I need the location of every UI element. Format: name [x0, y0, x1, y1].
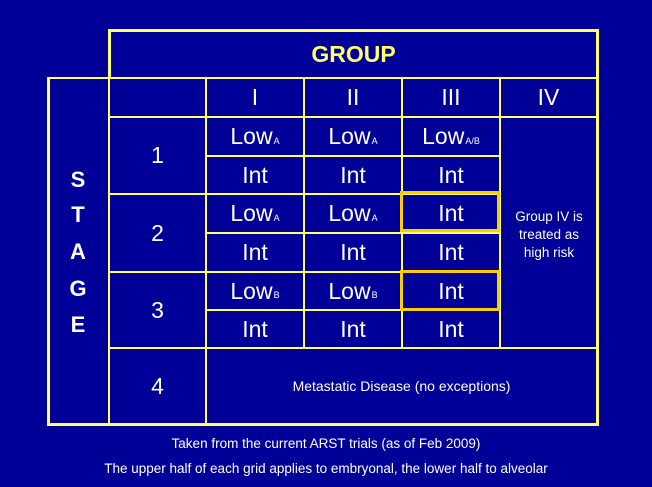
risk-cell: Int: [438, 315, 464, 342]
column-header-ii: II: [346, 84, 360, 110]
risk-cell-highlighted: Int: [438, 277, 464, 304]
grid-explanation-caption: The upper half of each grid applies to embryonal, the lower half to alveolar: [104, 460, 548, 476]
risk-cell: Int: [340, 161, 366, 188]
risk-cell: Int: [242, 239, 268, 265]
risk-cell: Low $_A$: [230, 123, 280, 149]
column-header-i: I: [251, 84, 259, 110]
stage-label-3: 3: [151, 296, 164, 323]
risk-cell-highlighted: Int: [438, 200, 464, 226]
risk-cell: Int: [438, 239, 464, 265]
risk-cell: Low $_{A/B}$: [422, 123, 480, 149]
grid-line: [47, 423, 599, 426]
risk-cell: Low $_A$: [328, 123, 378, 149]
group-header: GROUP: [311, 41, 396, 67]
stage-letter: A: [70, 239, 86, 264]
column-header-iii: III: [441, 84, 461, 110]
highlight-box: [400, 270, 500, 311]
grid-line: [47, 77, 50, 426]
risk-cell: Low $_A$: [230, 200, 280, 226]
metastatic-disease-cell: Metastatic Disease (no exceptions): [292, 378, 511, 394]
stage-letter: G: [69, 276, 87, 301]
stage-label-2: 2: [151, 219, 164, 246]
group-iv-note: Group IV is treated as high risk: [515, 209, 583, 260]
stage-letter: S: [70, 167, 86, 192]
stage-letter: E: [70, 312, 86, 337]
risk-cell: Low $_B$: [230, 277, 280, 304]
source-caption: Taken from the current ARST trials (as of Feb 2009): [171, 435, 481, 451]
risk-cell: Int: [438, 161, 464, 188]
risk-cell: Low $_A$: [328, 200, 378, 226]
risk-cell: Int: [340, 315, 366, 342]
column-header-iv: IV: [537, 84, 560, 110]
highlight-box: [400, 191, 500, 232]
risk-cell: Int: [242, 315, 268, 342]
risk-cell: Int: [340, 239, 366, 265]
grid-line: [596, 29, 599, 426]
stage-label-1: 1: [151, 142, 164, 168]
stage-letter: T: [71, 202, 85, 227]
risk-cell: Int: [242, 161, 268, 188]
stage-label-4: 4: [151, 372, 164, 399]
risk-cell: Low $_B$: [328, 277, 378, 304]
